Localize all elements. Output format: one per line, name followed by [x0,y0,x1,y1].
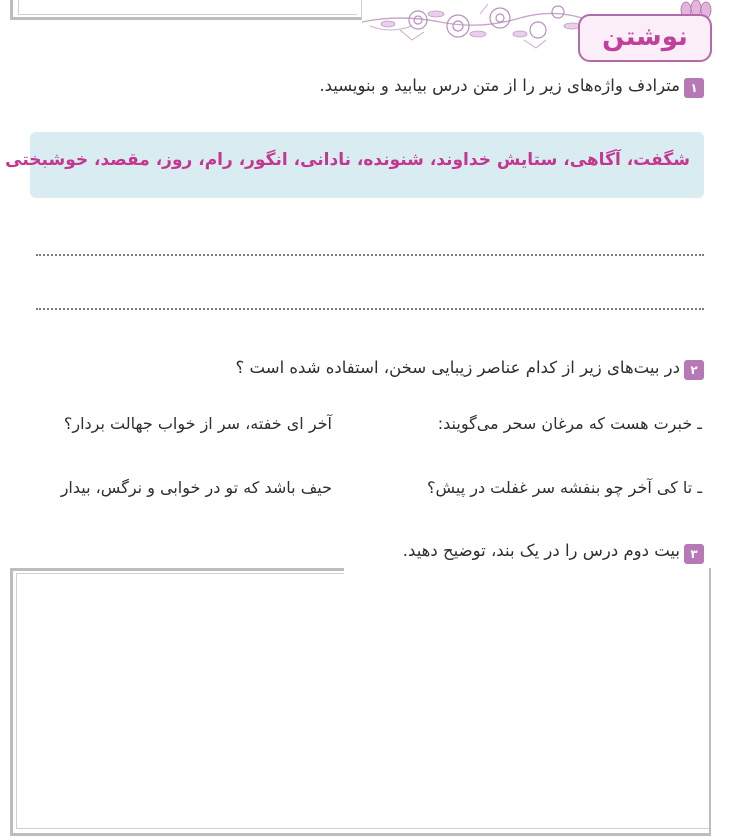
question-3-number: ۳ [684,544,704,564]
answer-box-inner [16,573,710,829]
verse-2-first-hemistich: ـ تا کی آخر چو بنفشه سر غفلت در پیش؟ [426,478,702,497]
question-3-prompt: بیت دوم درس را در یک بند، توضیح دهید. [402,541,680,560]
question-2-prompt: در بیت‌های زیر از کدام عناصر زیبایی سخن، استفاده شده است ؟ [235,358,680,377]
verse-1-second-hemistich: آخر ای خفته، سر از خواب جهالت بردار؟ [63,414,332,433]
floral-ornament-icon [360,0,590,62]
answer-line-1[interactable] [36,254,704,256]
word-list: شگفت، آگاهی، ستایش خداوند، شنونده، نادانی، انگور، رام، روز، مقصد، خوشبختی [5,150,690,170]
answer-box-right-edge [709,568,711,836]
question-1-prompt: مترادف واژه‌های زیر را از متن درس بیابید و بنویسید. [319,76,680,95]
top-frame-inner [18,0,357,15]
verse-1-first-hemistich: ـ خبرت هست که مرغان سحر می‌گویند: [437,414,702,433]
question-2-number: ۲ [684,360,704,380]
verse-2-second-hemistich: حیف باشد که تو در خوابی و نرگس، بیدار [60,478,332,497]
section-title: نوشتن [602,22,688,52]
answer-line-2[interactable] [36,308,704,310]
word-list-box [5,132,704,198]
section-title-tab [578,14,712,62]
question-1-number: ۱ [684,78,704,98]
